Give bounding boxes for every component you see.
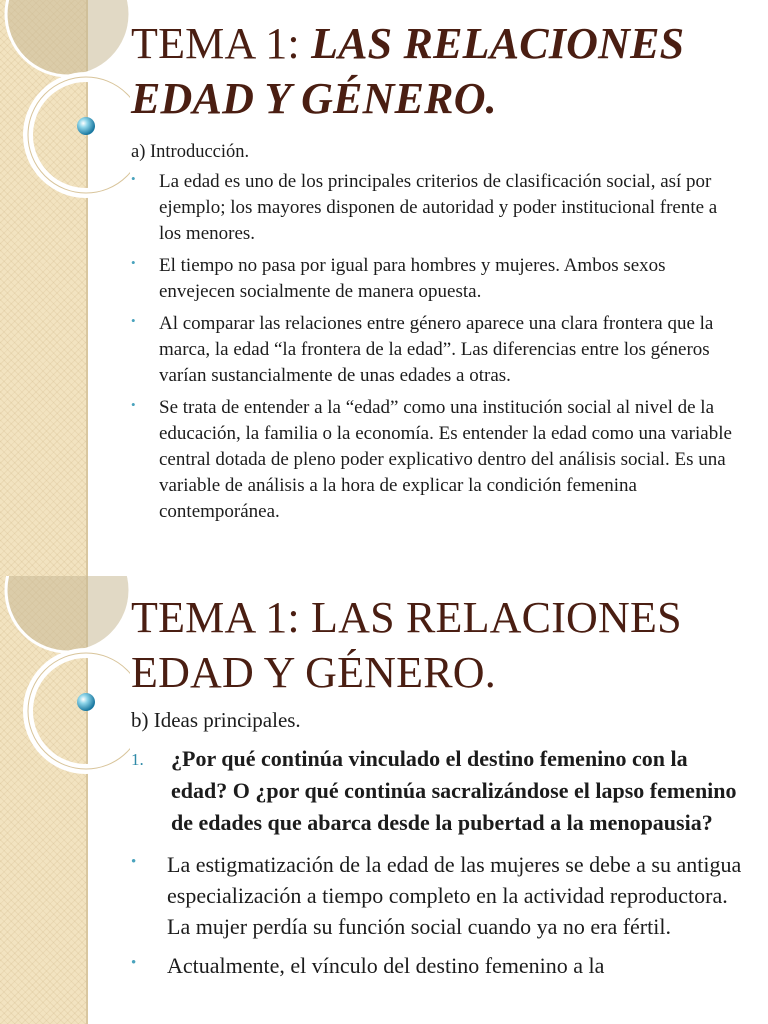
section-subtitle: a) Introducción. [131, 142, 250, 162]
list-item: • El tiempo no pasa por igual para hombres y mujeres. Ambos sexos envejecen socialmente de manera opuesta. [131, 253, 742, 305]
numbered-item [131, 743, 742, 839]
bullet-list [131, 169, 742, 525]
circles-decoration-icon [0, 0, 130, 220]
page-title: TEMA 1: LAS RELACIONES EDAD Y GÉNERO. [131, 19, 685, 123]
list-item: • La estigmatización de la edad de las mujeres se debe a su antigua especialización a tiempo completo en la actividad reproductora. La mujer perdía su función social cuando ya no era fértil. [131, 849, 742, 942]
page-title: TEMA 1: LAS RELACIONES EDAD Y GÉNERO. [131, 593, 682, 697]
blue-bead-icon [77, 117, 95, 135]
item-text: ¿Por qué continúa vinculado el destino femenino con la edad? O ¿por qué continúa sacralizándose el lapso femenino de edades que abarca desde la pubertad a la menopausia? [171, 746, 737, 835]
item-number: 1. [131, 750, 144, 769]
list-item: • La edad es uno de los principales criterios de clasificación social, así por ejemplo; los mayores disponen de autoridad y poder institucional frente a los menores. [131, 169, 742, 247]
list-item: • Se trata de entender a la “edad” como una institución social al nivel de la educación, la familia o la economía. Es entender la edad como una variable central dotada de pleno poder explicativo dentro del análisis social. Es una variable de análisis a la hora de explicar la condición femenina contemporánea. [131, 395, 742, 525]
slide-content [131, 706, 742, 989]
slide-content [131, 139, 742, 531]
numbered-list [131, 743, 742, 839]
blue-bead-icon [77, 693, 95, 711]
slide-ideas-principales [0, 576, 768, 1024]
list-item: • Al comparar las relaciones entre género aparece una clara frontera que la marca, la edad “la frontera de la edad”. Las diferencias entre los géneros varían sustancialmente de unas edades a otras. [131, 311, 742, 389]
list-item: • Actualmente, el vínculo del destino femenino a la [131, 950, 742, 981]
section-subtitle: b) Ideas principales. [131, 708, 301, 732]
bullet-list [131, 849, 742, 981]
circles-decoration-icon [0, 576, 130, 796]
